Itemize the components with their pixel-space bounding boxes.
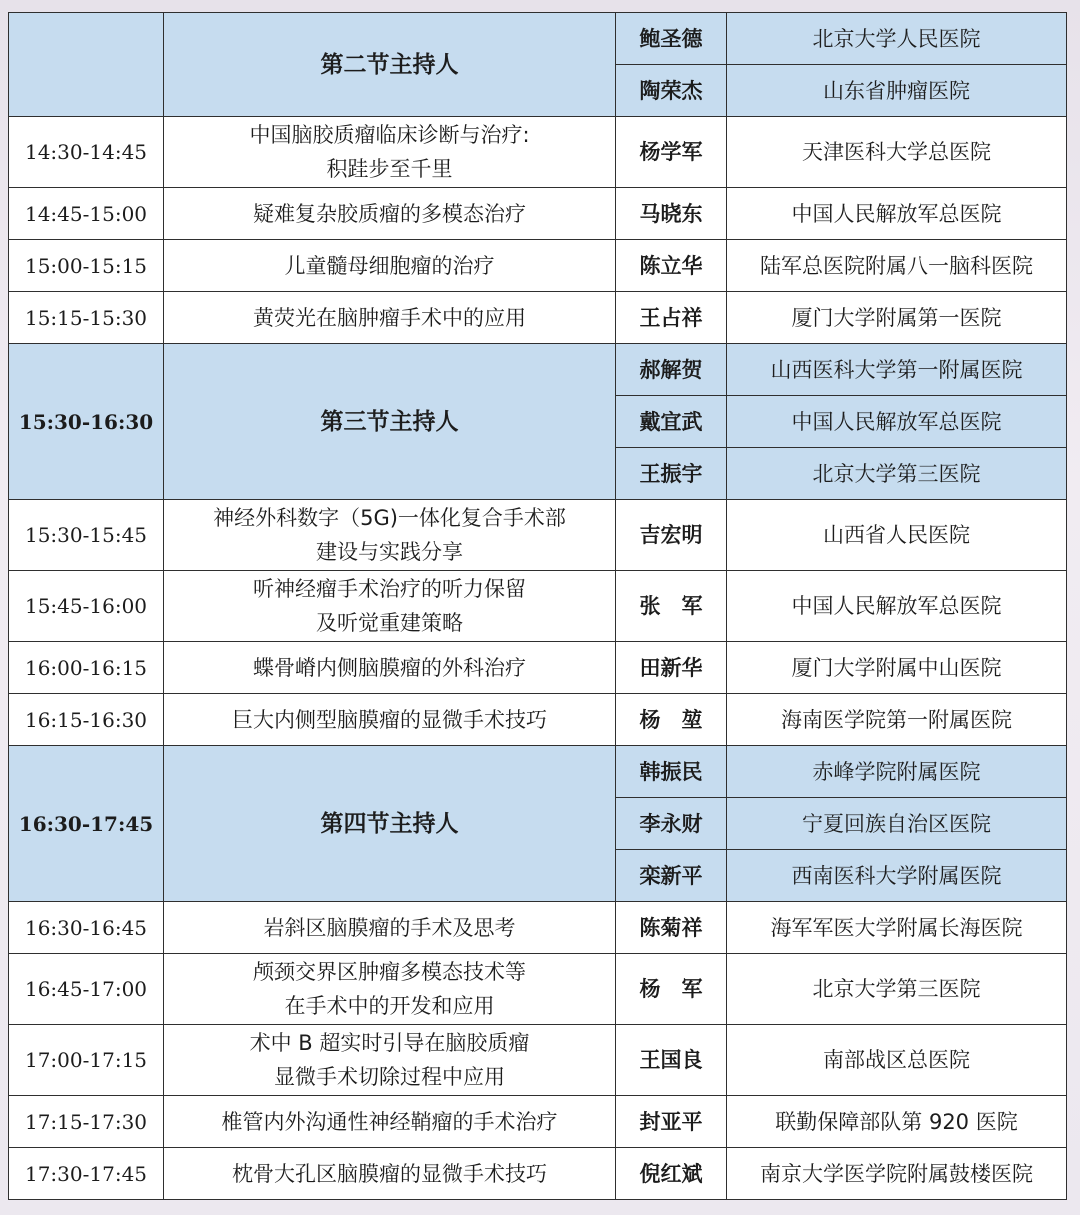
talk-time: 17:00-17:15 bbox=[9, 1025, 164, 1096]
speaker-hospital: 天津医科大学总医院 bbox=[727, 117, 1067, 188]
host-row bbox=[9, 344, 1067, 396]
speaker-name: 陈菊祥 bbox=[616, 902, 727, 954]
host-row bbox=[9, 13, 1067, 65]
talk-row bbox=[9, 240, 1067, 292]
talk-topic-line: 中国脑胶质瘤临床诊断与治疗: bbox=[249, 123, 530, 147]
talk-topic-line: 及听觉重建策略 bbox=[316, 611, 463, 635]
speaker-hospital: 海军军医大学附属长海医院 bbox=[727, 902, 1067, 954]
talk-row bbox=[9, 188, 1067, 240]
speaker-name: 王国良 bbox=[616, 1025, 727, 1096]
talk-row bbox=[9, 1148, 1067, 1200]
talk-topic-line: 神经外科数字（5G)一体化复合手术部 bbox=[213, 506, 566, 530]
talk-topic bbox=[164, 500, 616, 571]
speaker-hospital: 海南医学院第一附属医院 bbox=[727, 694, 1067, 746]
section-title: 第二节主持人 bbox=[164, 13, 616, 117]
talk-topic bbox=[164, 188, 616, 240]
host-name: 王振宇 bbox=[616, 448, 727, 500]
section-title: 第四节主持人 bbox=[164, 746, 616, 902]
talk-topic bbox=[164, 642, 616, 694]
speaker-name: 王占祥 bbox=[616, 292, 727, 344]
speaker-name: 杨学军 bbox=[616, 117, 727, 188]
talk-topic-line: 儿童髓母细胞瘤的治疗 bbox=[284, 253, 495, 278]
host-name: 韩振民 bbox=[616, 746, 727, 798]
talk-row bbox=[9, 642, 1067, 694]
talk-topic bbox=[164, 117, 616, 188]
host-name: 鲍圣德 bbox=[616, 13, 727, 65]
host-name: 李永财 bbox=[616, 798, 727, 850]
talk-topic-line: 听神经瘤手术治疗的听力保留 bbox=[253, 577, 526, 601]
speaker-name: 马晓东 bbox=[616, 188, 727, 240]
talk-topic bbox=[164, 1025, 616, 1096]
schedule-table bbox=[8, 12, 1067, 1200]
talk-topic-line: 术中 B 超实时引导在脑胶质瘤 bbox=[249, 1031, 530, 1055]
speaker-hospital: 厦门大学附属第一医院 bbox=[727, 292, 1067, 344]
talk-topic bbox=[164, 902, 616, 954]
talk-topic-line: 显微手术切除过程中应用 bbox=[274, 1065, 505, 1089]
talk-topic bbox=[164, 1148, 616, 1200]
talk-time: 15:30-15:45 bbox=[9, 500, 164, 571]
speaker-name: 杨 堃 bbox=[616, 694, 727, 746]
speaker-name: 田新华 bbox=[616, 642, 727, 694]
section-title: 第三节主持人 bbox=[164, 344, 616, 500]
section-time bbox=[9, 13, 164, 117]
section-time: 15:30-16:30 bbox=[9, 344, 164, 500]
talk-time: 16:30-16:45 bbox=[9, 902, 164, 954]
talk-row bbox=[9, 500, 1067, 571]
talk-time: 17:15-17:30 bbox=[9, 1096, 164, 1148]
talk-row bbox=[9, 954, 1067, 1025]
speaker-name: 倪红斌 bbox=[616, 1148, 727, 1200]
talk-time: 14:45-15:00 bbox=[9, 188, 164, 240]
talk-topic bbox=[164, 240, 616, 292]
speaker-hospital: 南部战区总医院 bbox=[727, 1025, 1067, 1096]
talk-topic-line: 建设与实践分享 bbox=[316, 540, 463, 564]
talk-row bbox=[9, 571, 1067, 642]
host-hospital: 中国人民解放军总医院 bbox=[727, 396, 1067, 448]
speaker-hospital: 中国人民解放军总医院 bbox=[727, 571, 1067, 642]
talk-topic-line: 积跬步至千里 bbox=[326, 157, 453, 181]
talk-row bbox=[9, 1025, 1067, 1096]
host-row bbox=[9, 746, 1067, 798]
talk-time: 15:00-15:15 bbox=[9, 240, 164, 292]
talk-topic-line: 颅颈交界区肿瘤多模态技术等 bbox=[253, 960, 526, 984]
talk-topic-line: 黄荧光在脑肿瘤手术中的应用 bbox=[253, 305, 526, 330]
talk-time: 14:30-14:45 bbox=[9, 117, 164, 188]
host-name: 陶荣杰 bbox=[616, 65, 727, 117]
speaker-name: 杨 军 bbox=[616, 954, 727, 1025]
host-hospital: 宁夏回族自治区医院 bbox=[727, 798, 1067, 850]
speaker-hospital: 联勤保障部队第 920 医院 bbox=[727, 1096, 1067, 1148]
speaker-name: 吉宏明 bbox=[616, 500, 727, 571]
schedule-body bbox=[9, 13, 1067, 1200]
host-name: 栾新平 bbox=[616, 850, 727, 902]
talk-topic-line: 疑难复杂胶质瘤的多模态治疗 bbox=[253, 201, 526, 226]
talk-topic-line: 岩斜区脑膜瘤的手术及思考 bbox=[263, 915, 516, 940]
speaker-hospital: 山西省人民医院 bbox=[727, 500, 1067, 571]
host-name: 戴宜武 bbox=[616, 396, 727, 448]
speaker-hospital: 陆军总医院附属八一脑科医院 bbox=[727, 240, 1067, 292]
talk-row bbox=[9, 117, 1067, 188]
host-hospital: 山东省肿瘤医院 bbox=[727, 65, 1067, 117]
speaker-hospital: 北京大学第三医院 bbox=[727, 954, 1067, 1025]
talk-topic bbox=[164, 1096, 616, 1148]
talk-topic bbox=[164, 954, 616, 1025]
speaker-hospital: 南京大学医学院附属鼓楼医院 bbox=[727, 1148, 1067, 1200]
speaker-name: 封亚平 bbox=[616, 1096, 727, 1148]
host-hospital: 北京大学第三医院 bbox=[727, 448, 1067, 500]
talk-topic-line: 在手术中的开发和应用 bbox=[284, 994, 495, 1018]
host-hospital: 北京大学人民医院 bbox=[727, 13, 1067, 65]
talk-time: 15:45-16:00 bbox=[9, 571, 164, 642]
talk-row bbox=[9, 902, 1067, 954]
talk-time: 16:00-16:15 bbox=[9, 642, 164, 694]
talk-topic bbox=[164, 571, 616, 642]
talk-time: 17:30-17:45 bbox=[9, 1148, 164, 1200]
talk-row bbox=[9, 694, 1067, 746]
talk-topic-line: 蝶骨嵴内侧脑膜瘤的外科治疗 bbox=[253, 655, 526, 680]
talk-row bbox=[9, 292, 1067, 344]
talk-time: 15:15-15:30 bbox=[9, 292, 164, 344]
talk-topic-line: 枕骨大孔区脑膜瘤的显微手术技巧 bbox=[232, 1161, 547, 1186]
host-hospital: 山西医科大学第一附属医院 bbox=[727, 344, 1067, 396]
talk-time: 16:45-17:00 bbox=[9, 954, 164, 1025]
speaker-hospital: 中国人民解放军总医院 bbox=[727, 188, 1067, 240]
section-time: 16:30-17:45 bbox=[9, 746, 164, 902]
talk-topic-line: 巨大内侧型脑膜瘤的显微手术技巧 bbox=[232, 707, 547, 732]
speaker-hospital: 厦门大学附属中山医院 bbox=[727, 642, 1067, 694]
talk-topic bbox=[164, 292, 616, 344]
talk-time: 16:15-16:30 bbox=[9, 694, 164, 746]
host-hospital: 西南医科大学附属医院 bbox=[727, 850, 1067, 902]
talk-topic bbox=[164, 694, 616, 746]
talk-topic-line: 椎管内外沟通性神经鞘瘤的手术治疗 bbox=[221, 1109, 558, 1134]
talk-row bbox=[9, 1096, 1067, 1148]
speaker-name: 张 军 bbox=[616, 571, 727, 642]
speaker-name: 陈立华 bbox=[616, 240, 727, 292]
host-hospital: 赤峰学院附属医院 bbox=[727, 746, 1067, 798]
host-name: 郝解贺 bbox=[616, 344, 727, 396]
